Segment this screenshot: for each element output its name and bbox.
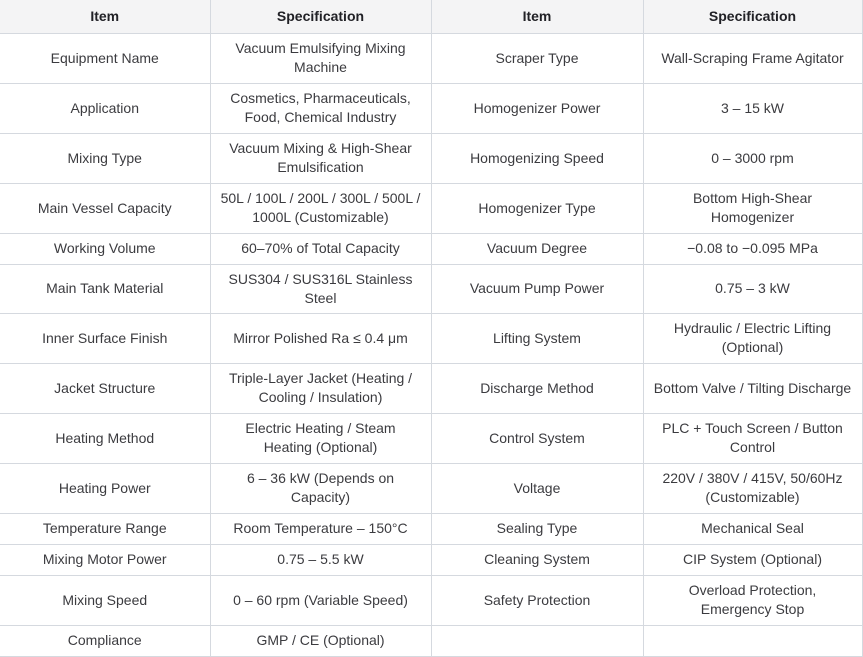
spec-cell: 3 – 15 kW	[643, 83, 862, 133]
table-row	[0, 575, 862, 625]
header-cell-item-right: Item	[431, 0, 643, 33]
item-cell: Mixing Speed	[0, 575, 210, 625]
item-cell: Inner Surface Finish	[0, 313, 210, 363]
header-cell-item-left: Item	[0, 0, 210, 33]
item-cell: Temperature Range	[0, 513, 210, 544]
item-cell: Working Volume	[0, 233, 210, 264]
item-cell: Mixing Type	[0, 133, 210, 183]
item-cell: Mixing Motor Power	[0, 544, 210, 575]
table-row	[0, 83, 862, 133]
table-row	[0, 463, 862, 513]
item-cell: Lifting System	[431, 313, 643, 363]
spec-cell: Overload Protection, Emergency Stop	[643, 575, 862, 625]
spec-cell	[643, 625, 862, 656]
spec-cell: Vacuum Emulsifying Mixing Machine	[210, 33, 431, 83]
item-cell: Sealing Type	[431, 513, 643, 544]
spec-cell: Mechanical Seal	[643, 513, 862, 544]
spec-cell: Bottom High-Shear Homogenizer	[643, 183, 862, 233]
header-cell-spec-left: Specification	[210, 0, 431, 33]
spec-cell: PLC + Touch Screen / Button Control	[643, 413, 862, 463]
item-cell: Jacket Structure	[0, 363, 210, 413]
spec-cell: 0.75 – 3 kW	[643, 264, 862, 313]
table-row	[0, 133, 862, 183]
spec-cell: CIP System (Optional)	[643, 544, 862, 575]
spec-cell: Room Temperature – 150°C	[210, 513, 431, 544]
spec-cell: 0.75 – 5.5 kW	[210, 544, 431, 575]
spec-cell: 50L / 100L / 200L / 300L / 500L / 1000L (Customizable)	[210, 183, 431, 233]
spec-cell: Wall-Scraping Frame Agitator	[643, 33, 862, 83]
item-cell: Heating Method	[0, 413, 210, 463]
item-cell: Application	[0, 83, 210, 133]
spec-cell: −0.08 to −0.095 MPa	[643, 233, 862, 264]
table-header-row	[0, 0, 862, 33]
item-cell: Equipment Name	[0, 33, 210, 83]
item-cell: Scraper Type	[431, 33, 643, 83]
item-cell: Heating Power	[0, 463, 210, 513]
item-cell: Vacuum Pump Power	[431, 264, 643, 313]
table-row	[0, 363, 862, 413]
spec-cell: Mirror Polished Ra ≤ 0.4 μm	[210, 313, 431, 363]
spec-cell: 6 – 36 kW (Depends on Capacity)	[210, 463, 431, 513]
item-cell: Voltage	[431, 463, 643, 513]
spec-cell: Electric Heating / Steam Heating (Optional)	[210, 413, 431, 463]
item-cell: Homogenizing Speed	[431, 133, 643, 183]
item-cell: Main Tank Material	[0, 264, 210, 313]
spec-cell: Hydraulic / Electric Lifting (Optional)	[643, 313, 862, 363]
item-cell: Vacuum Degree	[431, 233, 643, 264]
table-row	[0, 33, 862, 83]
spec-cell: 220V / 380V / 415V, 50/60Hz (Customizable)	[643, 463, 862, 513]
item-cell: Cleaning System	[431, 544, 643, 575]
table-row	[0, 544, 862, 575]
spec-cell: 0 – 60 rpm (Variable Speed)	[210, 575, 431, 625]
item-cell: Main Vessel Capacity	[0, 183, 210, 233]
item-cell: Compliance	[0, 625, 210, 656]
spec-cell: Bottom Valve / Tilting Discharge	[643, 363, 862, 413]
spec-cell: 0 – 3000 rpm	[643, 133, 862, 183]
item-cell	[431, 625, 643, 656]
table-row	[0, 264, 862, 313]
spec-cell: Triple-Layer Jacket (Heating / Cooling / Insulation)	[210, 363, 431, 413]
item-cell: Homogenizer Type	[431, 183, 643, 233]
table-row	[0, 183, 862, 233]
table-row	[0, 625, 862, 656]
item-cell: Discharge Method	[431, 363, 643, 413]
table-row	[0, 313, 862, 363]
spec-cell: GMP / CE (Optional)	[210, 625, 431, 656]
item-cell: Safety Protection	[431, 575, 643, 625]
spec-cell: Vacuum Mixing & High-Shear Emulsification	[210, 133, 431, 183]
header-cell-spec-right: Specification	[643, 0, 862, 33]
spec-cell: SUS304 / SUS316L Stainless Steel	[210, 264, 431, 313]
table-row	[0, 513, 862, 544]
table-row	[0, 233, 862, 264]
spec-cell: 60–70% of Total Capacity	[210, 233, 431, 264]
table-row	[0, 413, 862, 463]
spec-cell: Cosmetics, Pharmaceuticals, Food, Chemical Industry	[210, 83, 431, 133]
item-cell: Homogenizer Power	[431, 83, 643, 133]
item-cell: Control System	[431, 413, 643, 463]
